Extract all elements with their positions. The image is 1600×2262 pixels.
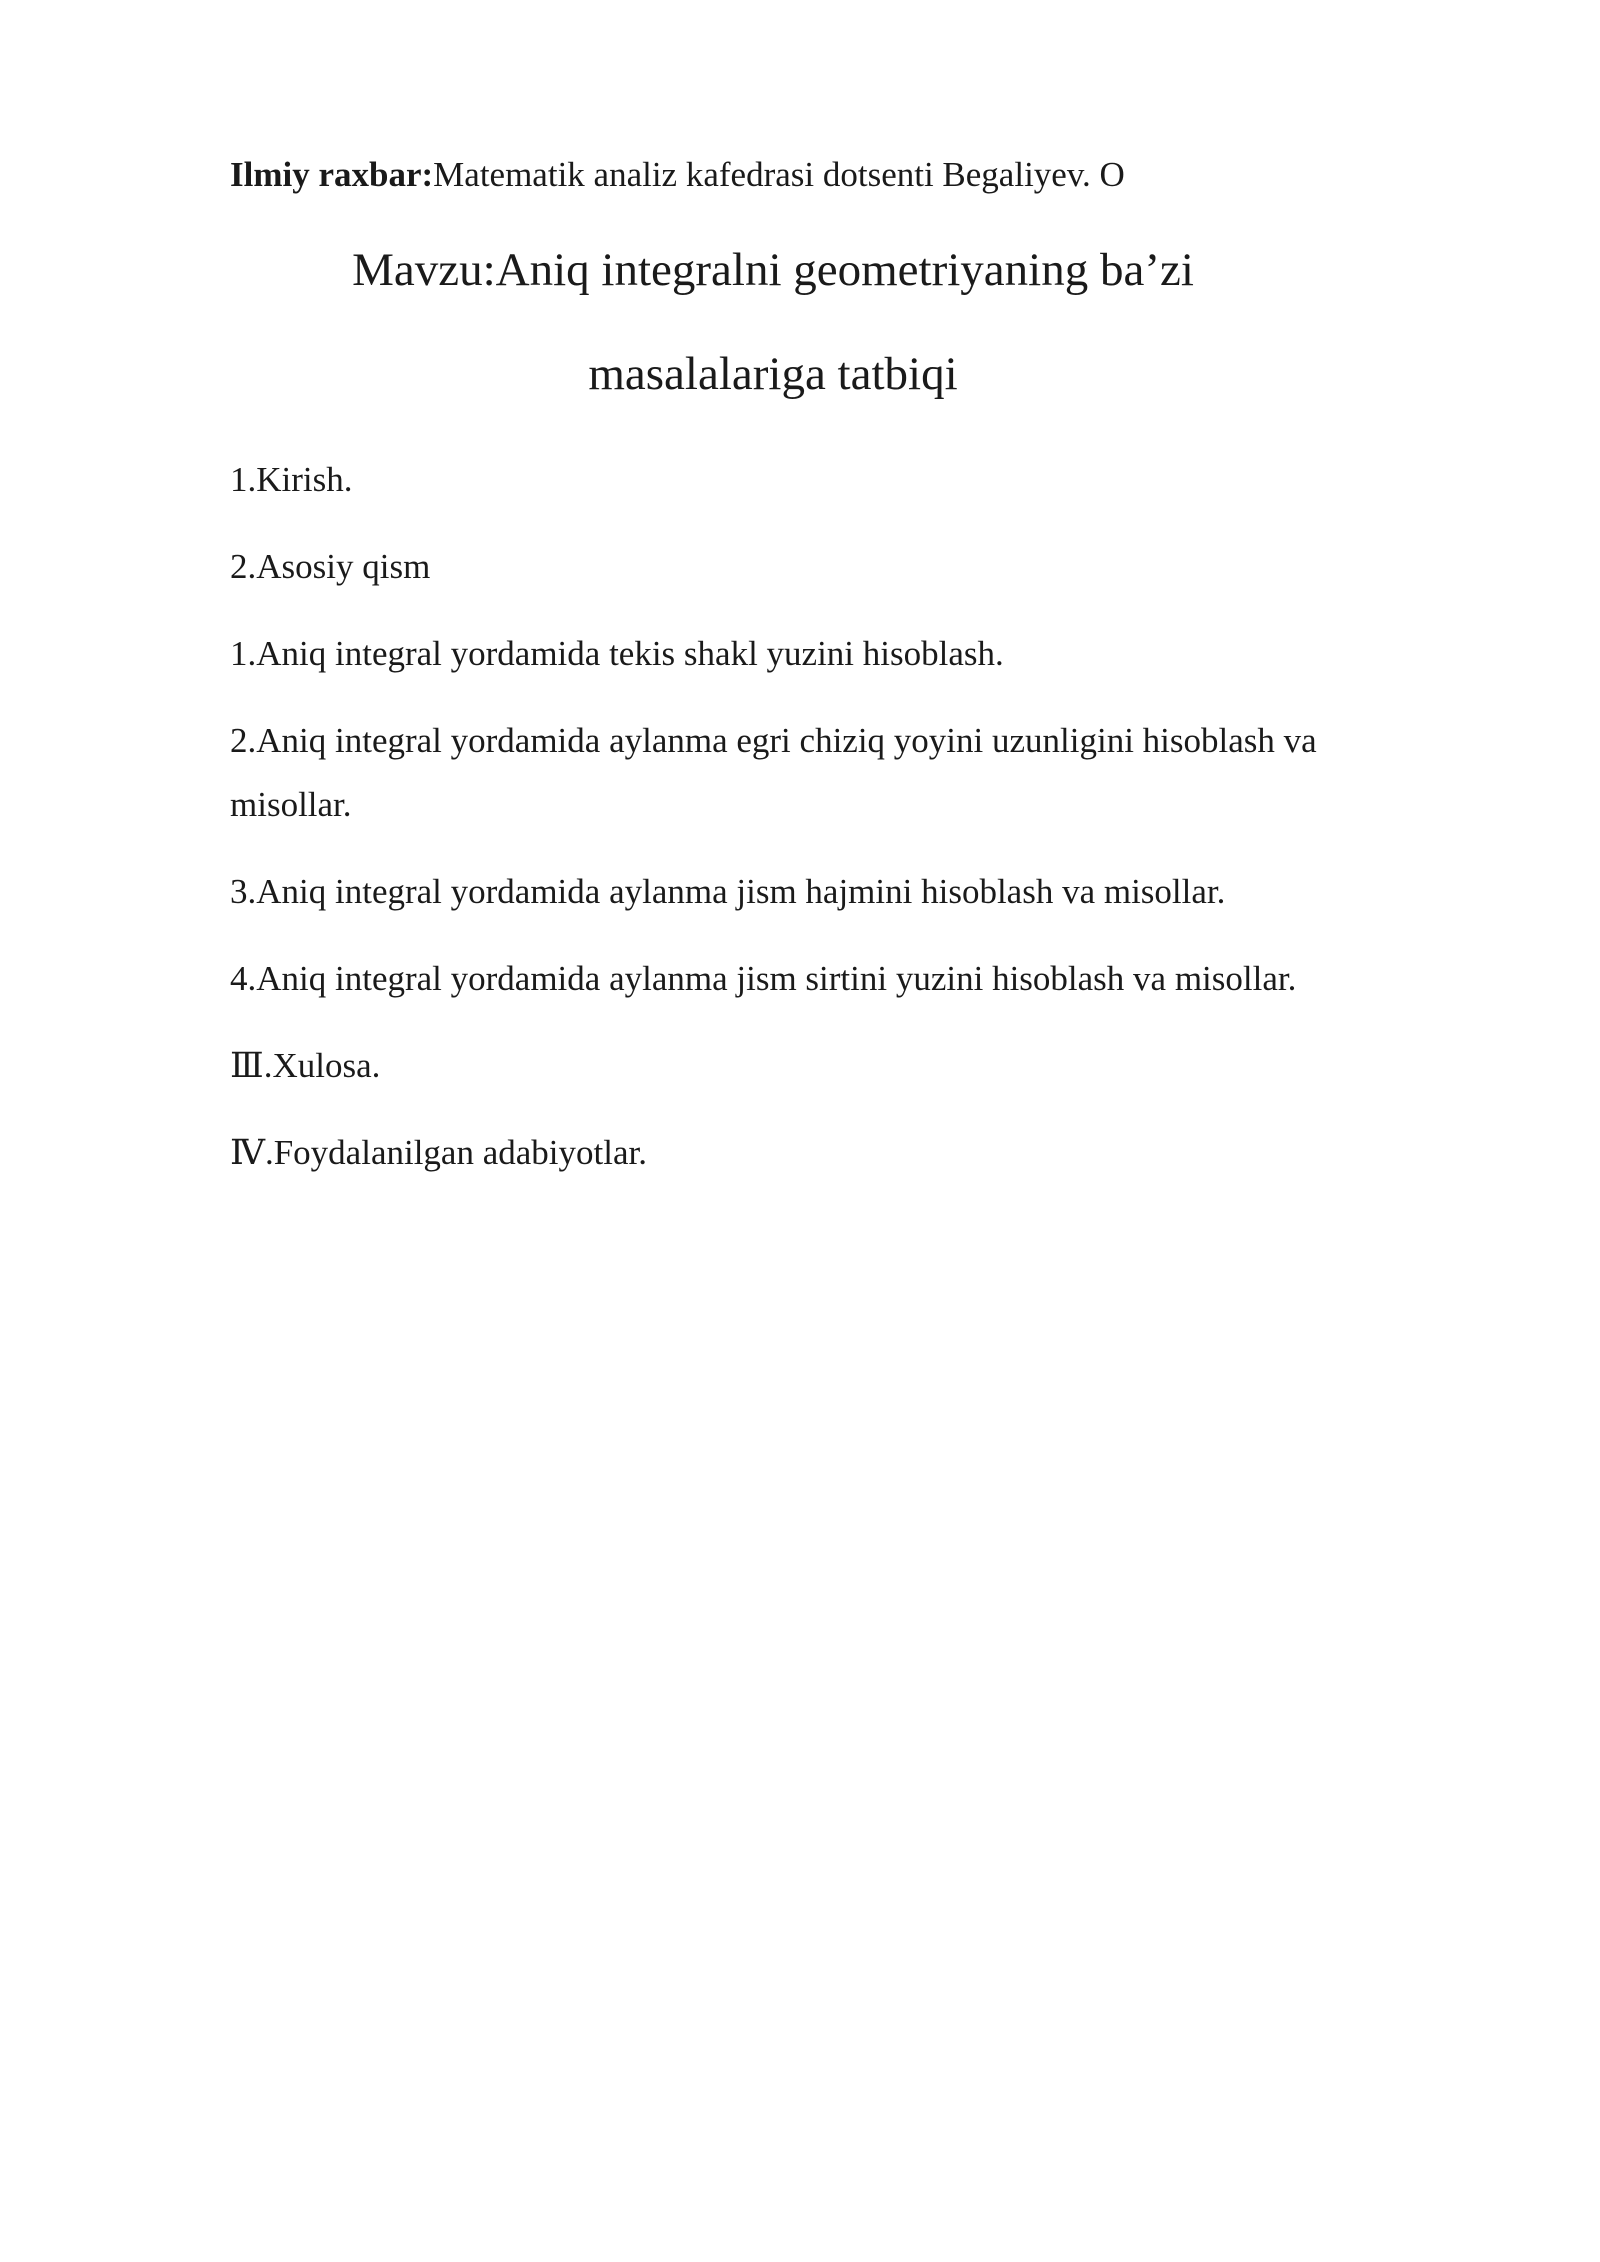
outline-item-introduction: 1.Kirish. — [230, 460, 353, 499]
outline-item-arc-length: 2.Aniq integral yordamida aylanma egri chiziq yoyini uzunligini hisoblash va misollar. — [230, 721, 1317, 824]
topic-title-line-1: Mavzu:Aniq integralni geometriyaning ba’zi — [352, 244, 1194, 296]
outline-item-surface-area: 4.Aniq integral yordamida aylanma jism sirtini yuzini hisoblash va misollar. — [230, 959, 1297, 998]
supervisor-label: Ilmiy raxbar: — [230, 155, 434, 194]
outline-item-area: 1.Aniq integral yordamida tekis shakl yuzini hisoblash. — [230, 634, 1004, 673]
outline-item-main-part: 2.Asosiy qism — [230, 547, 431, 586]
outline-item-conclusion: Ⅲ.Xulosa. — [230, 1046, 381, 1085]
plan-outline — [230, 448, 1410, 1208]
supervisor-line — [230, 150, 1125, 200]
supervisor-text: Matematik analiz kafedrasi dotsenti Begaliyev. O — [433, 155, 1125, 194]
outline-item-references: Ⅳ.Foydalanilgan adabiyotlar. — [230, 1133, 647, 1172]
topic-title-line-2: masalalariga tatbiqi — [588, 348, 958, 400]
outline-item-volume: 3.Aniq integral yordamida aylanma jism hajmini hisoblash va misollar. — [230, 872, 1226, 911]
